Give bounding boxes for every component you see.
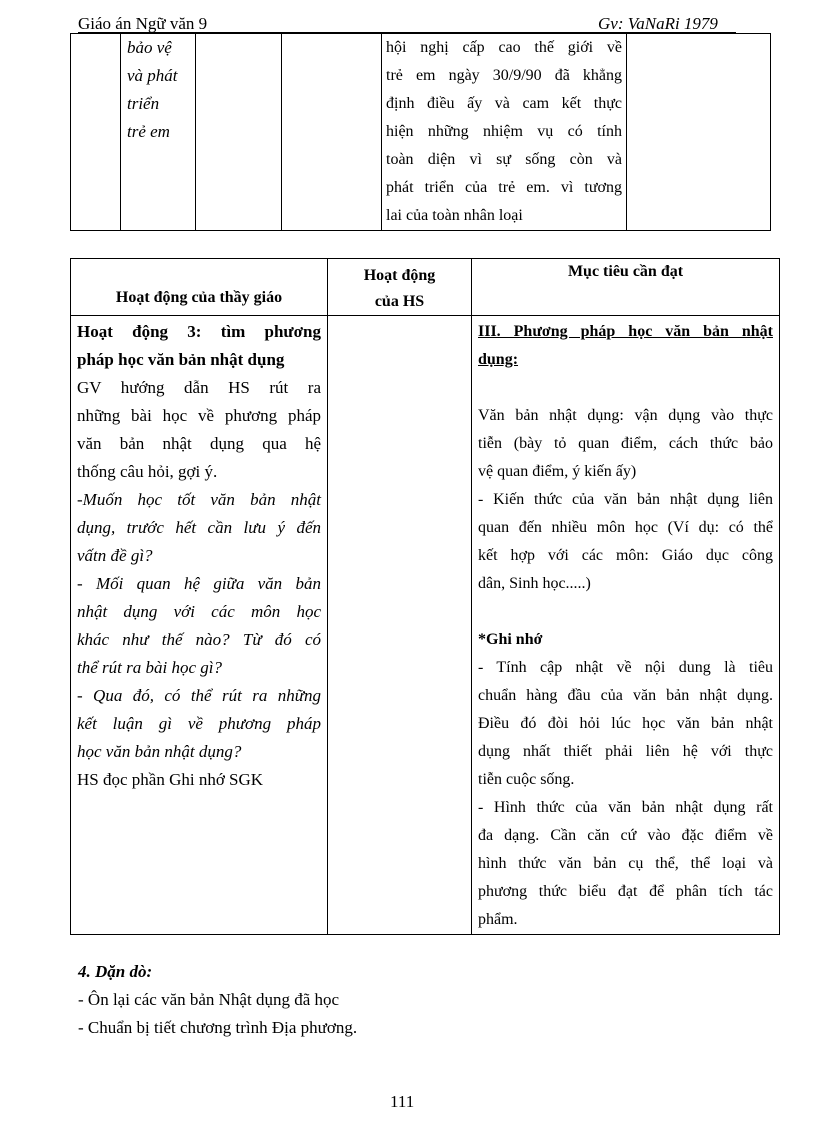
note-line: phương thức biểu đạt để phân tích tác: [478, 883, 773, 900]
question-line: khác như thế nào? Từ đó có: [77, 630, 321, 649]
homework-item: - Chuẩn bị tiết chương trình Địa phương.: [78, 1018, 358, 1037]
question-line: - Qua đó, có thể rút ra những: [77, 686, 321, 705]
teacher-activity-cell: [71, 316, 328, 935]
question-line: dụng, trước hết cần lưu ý đến: [77, 518, 321, 537]
note-line: tiễn cuộc sống.: [478, 771, 575, 788]
header-author: Gv: VaNaRi 1979: [598, 14, 718, 33]
intro-line: những bài học về phương pháp: [77, 406, 321, 425]
intro-line: thống câu hỏi, gợi ý.: [77, 462, 218, 481]
t1-col2-line: bảo vệ: [127, 38, 172, 57]
t1-col2: [121, 34, 196, 231]
homework-section: [78, 958, 357, 1042]
t1-col2-line: trẻ em: [127, 122, 170, 141]
t1-col5-line: định điều ấy và cam kết thực: [386, 95, 622, 112]
t1-col6: [627, 34, 771, 231]
closing-line: HS đọc phần Ghi nhớ SGK: [77, 770, 264, 789]
section-title: III. Phương pháp học văn bản nhật: [478, 323, 773, 340]
note-line: dụng nhất thiết phải liên hệ với thực: [478, 743, 773, 760]
t1-col5-line: trẻ em ngày 30/9/90 đã khẳng: [386, 67, 622, 84]
intro-line: GV hướng dẫn HS rút ra: [77, 378, 321, 397]
goal-line: - Kiến thức của văn bản nhật dụng liên: [478, 491, 773, 508]
goal-line: vệ quan điểm, ý kiến ấy): [478, 463, 637, 480]
t1-col4: [282, 34, 382, 231]
header-student-activity: [328, 259, 472, 316]
goal-line: dân, Sinh học.....): [478, 575, 591, 592]
t1-col5: [382, 34, 627, 231]
note-line: - Tính cập nhật về nội dung là tiêu: [478, 659, 773, 676]
note-line: Điều đó đòi hỏi lúc học văn bản nhật: [478, 715, 773, 732]
question-line: vấtn đề gì?: [77, 546, 153, 565]
goal-line: kết hợp với các môn: Giáo dục công: [478, 547, 773, 564]
t1-col5-line: hiện những nhiệm vụ có tính: [386, 123, 622, 140]
question-line: -Muốn học tốt văn bản nhật: [77, 490, 321, 509]
note-line: - Hình thức của văn bản nhật dụng rất: [478, 799, 773, 816]
section-title: dụng:: [478, 351, 519, 368]
note-line: chuẩn hàng đầu của văn bản nhật dụng.: [478, 687, 773, 704]
continued-table: [70, 33, 771, 231]
header-teacher-activity: Hoạt động của thầy giáo: [71, 259, 328, 316]
goal-line: quan đến nhiều môn học (Ví dụ: có thể: [478, 519, 773, 536]
t1-col5-line: hội nghị cấp cao thế giới về: [386, 39, 622, 56]
question-line: - Mối quan hệ giữa văn bản: [77, 574, 321, 593]
t1-col2-line: triển: [127, 94, 160, 113]
header-goal: Mục tiêu cần đạt: [472, 259, 780, 316]
t1-col5-line: phát triển của trẻ em. vì tương: [386, 179, 622, 196]
intro-line: văn bản nhật dụng qua hệ: [77, 434, 321, 453]
note-line: hình thức văn bản cụ thể, thể loại và: [478, 855, 773, 872]
activity-title: pháp học văn bản nhật dụng: [77, 350, 285, 369]
note-title: *Ghi nhớ: [478, 631, 543, 648]
header-subject: Giáo án Ngữ văn 9: [78, 14, 208, 33]
question-line: kết luận gì về phương pháp: [77, 714, 321, 733]
goal-cell: [472, 316, 780, 935]
page-number: 111: [390, 1092, 415, 1111]
goal-line: tiễn (bày tỏ quan điểm, cách thức bảo: [478, 435, 773, 452]
student-activity-cell: [328, 316, 472, 935]
t1-col5-line: lai của toàn nhân loại: [386, 207, 523, 224]
header-student-line: của HS: [374, 293, 425, 310]
t1-col2-line: và phát: [127, 66, 178, 85]
homework-item: - Ôn lại các văn bản Nhật dụng đã học: [78, 990, 340, 1009]
t1-col3: [196, 34, 282, 231]
header-student-line: Hoạt động: [363, 267, 436, 284]
goal-line: Văn bản nhật dụng: vận dụng vào thực: [478, 407, 773, 424]
question-line: học văn bản nhật dụng?: [77, 742, 242, 761]
lesson-table: [70, 258, 780, 935]
question-line: thể rút ra bài học gì?: [77, 658, 222, 677]
question-line: nhật dụng với các môn học: [77, 602, 321, 621]
activity-title: Hoạt động 3: tìm phương: [77, 322, 321, 341]
homework-title: 4. Dặn dò:: [78, 962, 153, 981]
t1-col1: [71, 34, 121, 231]
note-line: đa dạng. Cần căn cứ vào đặc điểm về: [478, 827, 773, 844]
note-line: phẩm.: [478, 911, 518, 928]
t1-col5-line: toàn diện vì sự sống còn và: [386, 151, 622, 168]
